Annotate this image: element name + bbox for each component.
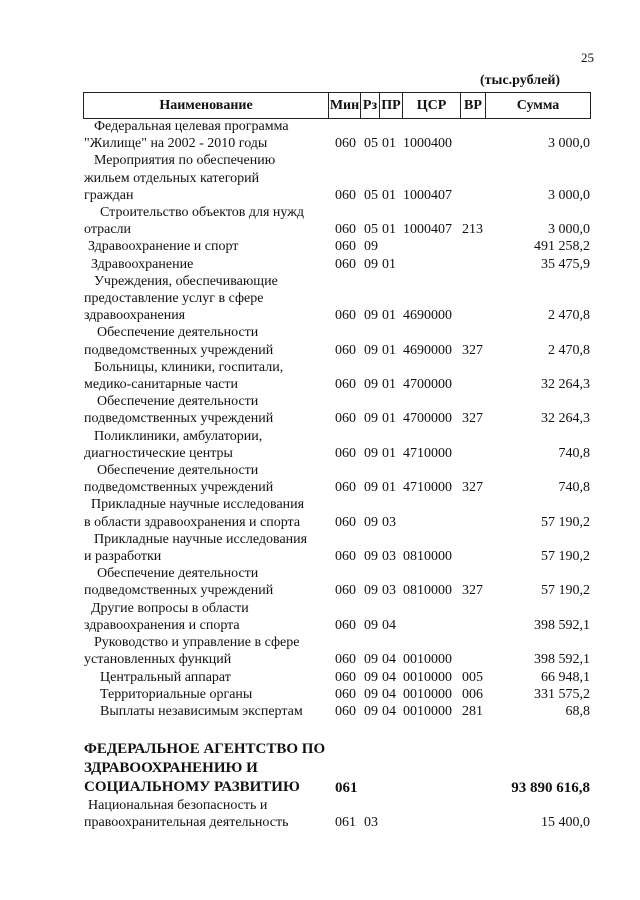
row-name-line: ЗДРАВООХРАНЕНИЮ И [84,760,258,777]
row-sum: 3 000,0 [548,187,590,203]
row-name-line: Здравоохранение [91,256,194,272]
code-pr: 03 [382,514,396,530]
row-sum: 740,8 [558,445,590,461]
row-name-line: Прикладные научные исследования [94,531,308,547]
row-sum: 331 575,2 [534,686,590,702]
header-sum: Сумма [485,93,590,118]
code-min: 060 [335,549,356,565]
row-name-line: Центральный аппарат [100,669,231,685]
row-sum: 35 475,9 [541,256,590,272]
code-pr: 04 [382,669,396,685]
table-row [84,797,590,831]
code-min: 060 [335,514,356,530]
row-name-line: предоставление услуг в сфере [84,291,264,307]
table-row [84,238,590,255]
table-row [84,703,590,720]
row-sum: 398 592,1 [534,652,590,668]
row-sum: 66 948,1 [541,669,590,685]
code-vr: 006 [462,686,483,702]
row-codes [335,617,486,634]
row-name-line: подведомственных учреждений [84,411,274,427]
code-min: 060 [335,686,356,702]
row-name-line: Территориальные органы [100,686,253,702]
code-vr: 327 [462,342,483,358]
code-csr: 0010000 [403,652,452,668]
table-row [84,669,590,686]
row-name-line: Прикладные научные исследования [91,497,305,513]
row-name-line: Национальная безопасность и [88,798,268,814]
code-rz: 05 [364,136,378,152]
row-codes [335,582,486,599]
table-row [84,428,590,462]
code-rz: 03 [364,815,378,831]
row-sum: 740,8 [558,480,590,496]
header-rz: Рз [360,93,379,118]
table-row [84,496,590,530]
code-csr: 0810000 [403,583,452,599]
code-csr: 0010000 [403,703,452,719]
row-name-line: Другие вопросы в области [91,600,249,616]
code-min: 060 [335,256,356,272]
table-row [84,600,590,634]
table-row [84,462,590,496]
row-sum: 398 592,1 [534,617,590,633]
code-vr: 281 [462,703,483,719]
row-name-line: здравоохранения и спорта [84,617,240,633]
code-min: 060 [335,187,356,203]
code-min: 060 [335,480,356,496]
table-row [84,204,590,238]
code-csr: 4700000 [403,411,452,427]
row-codes [335,669,486,686]
table-header [83,92,591,119]
row-codes [335,376,486,393]
row-sum: 32 264,3 [541,411,590,427]
table-row [84,393,590,427]
row-sum: 15 400,0 [541,815,590,831]
row-sum: 3 000,0 [548,136,590,152]
row-name-line: Обеспечение деятельности [97,325,259,341]
code-min: 061 [335,815,356,831]
code-csr: 4690000 [403,342,452,358]
row-name-line: Больницы, клиники, госпитали, [94,359,284,375]
code-min: 060 [335,222,356,238]
code-csr: 1000407 [403,222,452,238]
code-rz: 09 [364,652,378,668]
row-name-line: Обеспечение деятельности [97,566,259,582]
code-csr: 1000400 [403,136,452,152]
row-codes [335,514,486,531]
table-row [84,118,590,152]
table-row [84,359,590,393]
code-min: 060 [335,703,356,719]
code-rz: 09 [364,703,378,719]
row-name-line: "Жилище" на 2002 - 2010 годы [84,136,268,152]
code-min: 060 [335,136,356,152]
header-csr: ЦСР [402,93,460,118]
row-name-line: Здравоохранение и спорт [88,239,239,255]
row-codes [335,445,486,462]
row-name-line: правоохранительная деятельность [84,815,289,831]
row-name-line: подведомственных учреждений [84,480,274,496]
code-rz: 09 [364,239,378,255]
row-codes [335,238,486,255]
table-body [84,118,590,832]
code-pr: 01 [382,377,396,393]
code-rz: 05 [364,222,378,238]
code-min: 060 [335,445,356,461]
row-name-line: ФЕДЕРАЛЬНОЕ АГЕНТСТВО ПО [84,741,326,758]
table-row [84,634,590,668]
row-codes [335,651,486,668]
code-csr: 4710000 [403,480,452,496]
code-min: 060 [335,669,356,685]
code-rz: 09 [364,342,378,358]
row-codes [335,256,486,273]
row-codes [335,780,486,797]
code-csr: 0810000 [403,549,452,565]
code-pr: 03 [382,549,396,565]
code-pr: 04 [382,686,396,702]
code-vr: 213 [462,222,483,238]
code-min: 060 [335,411,356,427]
code-min: 060 [335,617,356,633]
row-name-line: медико-санитарные части [84,377,239,393]
row-codes [335,410,486,427]
row-name-line: подведомственных учреждений [84,583,274,599]
page-number: 25 [581,50,594,65]
code-csr: 0010000 [403,686,452,702]
row-name-line: жильем отдельных категорий [84,170,260,186]
row-name-line: установленных функций [84,652,232,668]
row-name-line: и разработки [84,549,162,565]
header-pr: ПР [379,93,402,118]
code-rz: 09 [364,669,378,685]
code-rz: 09 [364,583,378,599]
row-codes [335,187,486,204]
code-vr: 005 [462,669,483,685]
code-pr: 04 [382,703,396,719]
row-sum: 57 190,2 [541,514,590,530]
code-pr: 03 [382,583,396,599]
header-min: Мин [328,93,360,118]
code-pr: 01 [382,256,396,272]
code-rz: 05 [364,187,378,203]
row-name-line: граждан [84,187,134,203]
code-pr: 01 [382,411,396,427]
row-sum: 57 190,2 [541,549,590,565]
table-row [84,565,590,599]
code-min: 060 [335,342,356,358]
code-csr: 4690000 [403,308,452,324]
row-name-line: диагностические центры [84,445,233,461]
code-min: 060 [335,652,356,668]
code-csr: 0010000 [403,669,452,685]
row-name-line: отрасли [84,222,132,238]
table-row [84,324,590,358]
code-min: 060 [335,239,356,255]
row-codes [335,342,486,359]
code-rz: 09 [364,256,378,272]
row-name-line: Федеральная целевая программа [94,119,289,134]
code-csr: 4710000 [403,445,452,461]
code-rz: 09 [364,480,378,496]
code-csr: 4700000 [403,377,452,393]
table-row [84,152,590,204]
code-rz: 09 [364,617,378,633]
row-codes [335,548,486,565]
row-name-line: подведомственных учреждений [84,342,274,358]
code-pr: 01 [382,222,396,238]
row-codes [335,686,486,703]
code-rz: 09 [364,308,378,324]
row-codes [335,814,486,831]
row-sum: 93 890 616,8 [511,779,590,796]
row-name-line: СОЦИАЛЬНОМУ РАЗВИТИЮ [84,779,300,796]
row-sum: 491 258,2 [534,239,590,255]
code-vr: 327 [462,480,483,496]
row-name-line: здравоохранения [84,308,186,324]
table-row [84,273,590,325]
unit-label: (тыс.рублей) [480,73,561,88]
code-rz: 09 [364,686,378,702]
code-min: 060 [335,377,356,393]
row-sum: 68,8 [565,703,590,719]
row-name-line: Обеспечение деятельности [97,463,259,479]
code-pr: 01 [382,308,396,324]
row-codes [335,135,486,152]
code-pr: 04 [382,617,396,633]
code-pr: 01 [382,480,396,496]
row-name-line: Выплаты независимым экспертам [100,703,303,719]
code-rz: 09 [364,549,378,565]
code-rz: 09 [364,377,378,393]
row-name-line: Обеспечение деятельности [97,394,259,410]
code-pr: 01 [382,342,396,358]
row-name-line: в области здравоохранения и спорта [84,514,301,530]
table-row [84,531,590,565]
row-name-line: Мероприятия по обеспечению [94,153,276,169]
code-rz: 09 [364,514,378,530]
row-codes [335,703,486,720]
header-vr: ВР [460,93,485,118]
row-sum: 3 000,0 [548,222,590,238]
row-name-line: Строительство объектов для нужд [100,205,305,221]
code-min: 060 [335,583,356,599]
row-sum: 2 470,8 [548,342,590,358]
code-vr: 327 [462,411,483,427]
row-sum: 2 470,8 [548,308,590,324]
row-name-line: Поликлиники, амбулатории, [94,428,263,444]
table-row [84,740,590,797]
code-rz: 09 [364,445,378,461]
row-spacer [84,720,590,740]
row-sum: 32 264,3 [541,377,590,393]
row-name-line: Учреждения, обеспечивающие [94,273,278,289]
table-row [84,686,590,703]
header-name: Наименование [159,97,253,113]
row-codes [335,479,486,496]
code-pr: 01 [382,136,396,152]
code-vr: 327 [462,583,483,599]
code-pr: 01 [382,187,396,203]
code-rz: 09 [364,411,378,427]
code-csr: 1000407 [403,187,452,203]
code-pr: 01 [382,445,396,461]
code-pr: 04 [382,652,396,668]
row-codes [335,307,486,324]
row-name-line: Руководство и управление в сфере [94,635,300,651]
code-min: 060 [335,308,356,324]
row-codes [335,221,486,238]
code-min: 061 [335,779,358,796]
row-sum: 57 190,2 [541,583,590,599]
table-row [84,256,590,273]
